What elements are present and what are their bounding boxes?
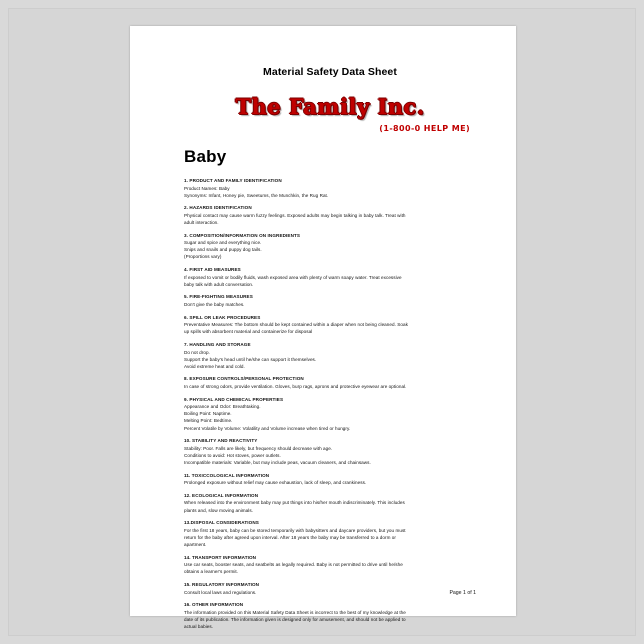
section-line: Preventative Measures: The bottom should be kept contained within a diaper when not being cleaned. Soak: [184, 322, 408, 328]
section-line: Synonyms: Infant, Honey pie, Sweetums, the Munchkin, the Rug Rat.: [184, 192, 329, 198]
section-heading: 16. OTHER INFORMATION: [184, 602, 244, 608]
page-heading: Baby: [184, 147, 227, 166]
section-line: Prolonged exposure without relief may cause exhaustion, lack of sleep, and crankiness.: [184, 480, 367, 486]
section-line: Product Names: Baby: [184, 185, 230, 191]
section-line: Physical contact may cause warm fuzzy feelings. Exposed adults may begin talking in baby talk. Treat with: [184, 212, 406, 218]
section-heading: 3. COMPOSITION/INFORMATION ON INGREDIENTS: [184, 232, 301, 238]
msds-section: [184, 314, 476, 336]
section-heading: 10. STABILITY AND REACTIVITY: [184, 438, 258, 444]
section-line: Use car seats, booster seats, and seatbelts as legally required. Baby is not permitted to drive until he/she: [184, 562, 403, 568]
section-heading: 13.DISPOSAL CONSIDERATIONS: [184, 520, 259, 526]
help-phone-number: (1-800-0 HELP ME): [379, 124, 470, 133]
page-content: [184, 48, 476, 629]
msds-section: [184, 232, 476, 261]
section-line: plants and, slow moving animals.: [184, 507, 254, 513]
section-line: baby talk with adult conversation.: [184, 281, 254, 287]
section-line: actual babies.: [184, 623, 214, 629]
section-line: adult interaction.: [184, 220, 219, 226]
section-line: Percent Volatile by Volume: Volatility and Volume increase when tired or hungry.: [184, 425, 351, 431]
msds-section: [184, 472, 476, 487]
section-line: Incompatible materials: Variable, but may include peas, vacuum cleaners, and chainsaws.: [184, 460, 371, 465]
section-line: Do not drop.: [184, 349, 210, 355]
msds-section: [184, 601, 476, 630]
section-line: up spills with absorbent material and containerize for disposal: [184, 329, 313, 335]
section-line: return for the baby after agreed upon interval. After 18 years the baby may be transferred to a dorm or: [184, 534, 396, 540]
section-line: The information provided on this Material Safety Data Sheet is incorrect to the best of my knowledge at the: [184, 609, 406, 615]
msds-section: [184, 177, 476, 199]
logo-block: [184, 94, 476, 133]
section-heading: 7. HANDLING AND STORAGE: [184, 341, 251, 347]
msds-section: [184, 492, 476, 514]
msds-section: [184, 293, 476, 308]
section-heading: 1. PRODUCT AND FAMILY IDENTIFICATION: [184, 178, 282, 183]
section-line: For the first 18 years, baby can be stored temporarily with babysitters and daycare providers, but you must: [184, 527, 406, 533]
msds-section: [184, 519, 476, 548]
msds-section: [184, 437, 476, 466]
document-title: Material Safety Data Sheet: [263, 66, 397, 78]
section-line: Consult local laws and regulations.: [184, 589, 257, 595]
msds-section: [184, 554, 476, 576]
msds-section: [184, 581, 476, 596]
msds-section: [184, 375, 476, 390]
section-line: Melting Point: Bedtime.: [184, 418, 233, 424]
section-line: In case of strong odors, provide ventilation. Gloves, burp rags, aprons and protective eyewear are optional.: [184, 384, 407, 390]
section-heading: 8. EXPOSURE CONTROLS/PERSONAL PROTECTION: [184, 376, 304, 382]
section-line: Boiling Point: Naptime.: [184, 411, 232, 417]
section-line: Sugar and spice and everything nice.: [184, 240, 262, 246]
section-line: Snips and snails and puppy dog tails.: [184, 247, 262, 253]
company-logo: The Family Inc.: [235, 94, 425, 119]
msds-section: [184, 396, 476, 432]
section-heading: 2. HAZARDS IDENTIFICATION: [184, 205, 252, 211]
msds-section: [184, 204, 476, 226]
msds-section: [184, 266, 476, 288]
section-heading: 9. PHYSICAL AND CHEMICAL PROPERTIES: [184, 396, 284, 402]
document-page: [130, 26, 516, 629]
section-heading: 11. TOXICCOLOGICAL INFORMATION: [184, 472, 270, 478]
section-line: Stability: Poor. Falls are likely, but frequency should decrease with age.: [184, 445, 333, 451]
section-line: Appearance and Odor: Breathtaking.: [184, 404, 261, 410]
section-line: Avoid extreme heat and cold.: [184, 363, 245, 369]
section-line: Support the baby's head until he/she can support it themselves.: [184, 356, 317, 362]
section-line: Don't give the baby matches.: [184, 302, 245, 308]
section-line: apartment.: [184, 541, 207, 547]
section-heading: 15. REGULATORY INFORMATION: [184, 581, 260, 587]
page-footer: Page 1 of 1: [449, 590, 476, 596]
section-heading: 12. ECOLOGICAL INFORMATION: [184, 492, 259, 498]
section-line: If exposed to vomit or bodily fluids, wash exposed area with plenty of warm soapy water. Treat excessive: [184, 274, 402, 280]
section-line: obtains a learner's permit.: [184, 569, 239, 575]
section-heading: 14. TRANSPORT INFORMATION: [184, 554, 257, 560]
section-line: (Proportions vary): [184, 254, 222, 260]
msds-section: [184, 341, 476, 370]
section-line: When released into the environment baby may put things into his/her mouth indiscriminately. This includes: [184, 500, 405, 506]
section-heading: 6. SPILL OR LEAK PROCEDURES: [184, 314, 261, 320]
section-heading: 4. FIRST AID MEASURES: [184, 267, 241, 273]
sections-list: [184, 177, 476, 630]
section-line: date of its publication. The information given is designed only for amusement, and should not be applied to: [184, 616, 406, 622]
section-heading: 5. FIRE-FIGHTING MEASURES: [184, 294, 253, 300]
section-line: Conditions to avoid: Hot stoves, power outlets.: [184, 452, 281, 458]
